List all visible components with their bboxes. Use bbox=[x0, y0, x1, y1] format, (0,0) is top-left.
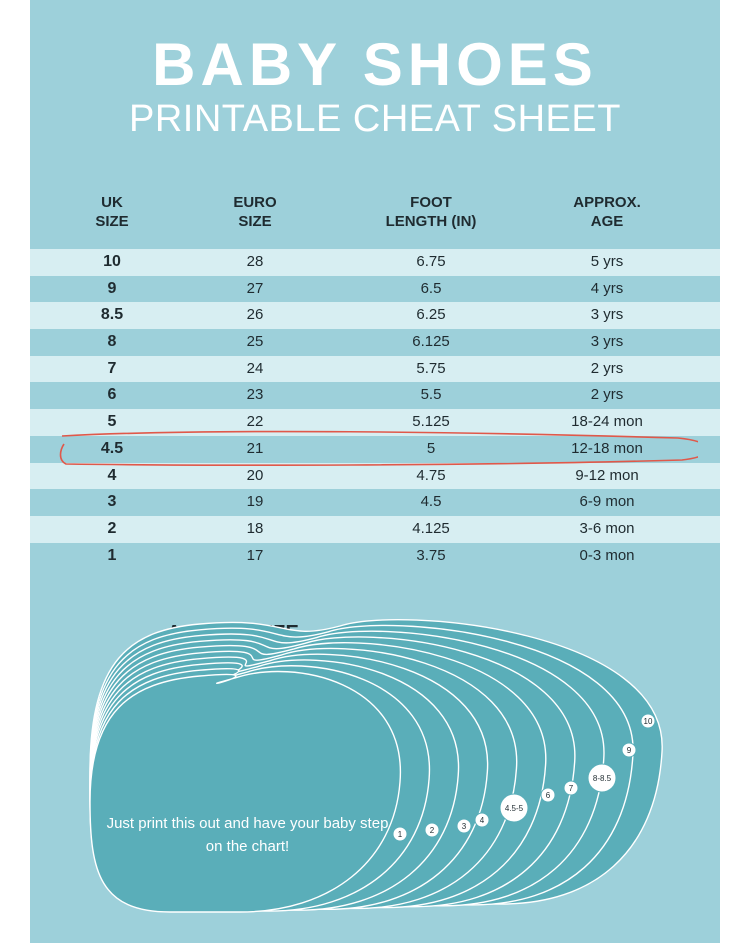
cell-euro: 26 bbox=[246, 306, 264, 324]
size-marker-label: 8-8.5 bbox=[592, 774, 612, 783]
cell-uk: 7 bbox=[107, 359, 117, 377]
size-marker-label: 10 bbox=[643, 717, 653, 726]
cell-length: 6.75 bbox=[416, 253, 446, 270]
size-marker-label: 2 bbox=[429, 826, 435, 835]
cell-age: 0-3 mon bbox=[579, 546, 635, 564]
cell-age: 9-12 mon bbox=[575, 466, 639, 484]
cell-euro: 21 bbox=[246, 439, 264, 457]
cell-uk: 4 bbox=[107, 466, 117, 484]
page-subtitle: PRINTABLE CHEAT SHEET bbox=[129, 98, 621, 140]
cell-uk: 3 bbox=[107, 493, 117, 511]
cell-age: 6-9 mon bbox=[579, 493, 635, 511]
cell-uk: 2 bbox=[107, 519, 117, 537]
cell-uk: 10 bbox=[103, 253, 121, 270]
cell-length: 5.75 bbox=[416, 359, 446, 377]
size-marker-label: 4 bbox=[479, 816, 485, 825]
cell-uk: 9 bbox=[107, 279, 117, 297]
cell-uk: 8 bbox=[107, 333, 117, 351]
cell-euro: 18 bbox=[246, 519, 264, 537]
foot-outline bbox=[90, 672, 400, 912]
cell-age: 3 yrs bbox=[590, 333, 624, 351]
table-row bbox=[30, 329, 720, 356]
table-row bbox=[30, 276, 720, 303]
cell-euro: 24 bbox=[246, 359, 264, 377]
cell-length: 5.5 bbox=[420, 386, 442, 404]
cell-age: 18-24 mon bbox=[571, 413, 643, 431]
cell-uk: 8.5 bbox=[100, 306, 124, 324]
cell-age: 2 yrs bbox=[590, 386, 624, 404]
cheat-sheet bbox=[30, 0, 720, 943]
table-row bbox=[30, 356, 720, 383]
cell-age: 2 yrs bbox=[590, 359, 624, 377]
cell-length: 4.75 bbox=[416, 466, 446, 484]
cell-uk: 5 bbox=[107, 413, 117, 431]
cell-euro: 25 bbox=[246, 333, 264, 351]
size-marker-label: 4.5-5 bbox=[504, 804, 524, 813]
cell-euro: 22 bbox=[246, 413, 264, 431]
cell-age: 5 yrs bbox=[590, 253, 624, 270]
cell-length: 6.25 bbox=[416, 306, 446, 324]
table-row bbox=[30, 382, 720, 409]
cell-length: 3.75 bbox=[416, 546, 446, 564]
cell-length: 4.5 bbox=[420, 493, 442, 511]
cell-length: 6.5 bbox=[420, 279, 442, 297]
hand-drawn-highlight bbox=[58, 430, 698, 475]
cell-uk: 4.5 bbox=[100, 439, 124, 457]
cell-length: 4.125 bbox=[412, 519, 450, 537]
table-row bbox=[30, 489, 720, 516]
cell-age: 3 yrs bbox=[590, 306, 624, 324]
header-uk-size: UK SIZE bbox=[95, 194, 129, 230]
cell-euro: 27 bbox=[246, 279, 264, 297]
table-row bbox=[30, 516, 720, 543]
cell-length: 5 bbox=[426, 439, 436, 457]
size-marker-label: 6 bbox=[545, 791, 551, 800]
size-marker-label: 3 bbox=[461, 822, 467, 831]
cell-euro: 17 bbox=[246, 546, 264, 564]
cell-euro: 19 bbox=[246, 493, 264, 511]
cell-uk: 1 bbox=[107, 546, 117, 564]
page-title: BABY SHOES bbox=[152, 31, 598, 98]
cell-euro: 23 bbox=[246, 386, 264, 404]
cell-age: 12-18 mon bbox=[571, 439, 643, 457]
cell-uk: 6 bbox=[107, 386, 117, 404]
cell-length: 5.125 bbox=[412, 413, 450, 431]
cell-age: 3-6 mon bbox=[579, 519, 635, 537]
instruction-text: Just print this out and have your baby step on the chart! bbox=[106, 815, 389, 855]
table-row bbox=[30, 249, 720, 276]
cell-length: 6.125 bbox=[412, 333, 450, 351]
size-marker-label: 7 bbox=[568, 784, 574, 793]
size-marker-label: 9 bbox=[626, 746, 632, 755]
header-approx-age: APPROX. AGE bbox=[573, 194, 641, 230]
header-euro-size: EURO SIZE bbox=[233, 194, 277, 230]
size-marker-label: 1 bbox=[397, 830, 403, 839]
cell-euro: 28 bbox=[246, 253, 264, 270]
table-row bbox=[30, 302, 720, 329]
table-row bbox=[30, 543, 720, 570]
size-table bbox=[30, 249, 720, 569]
cell-age: 4 yrs bbox=[590, 279, 624, 297]
cell-euro: 20 bbox=[246, 466, 264, 484]
foot-size-chart bbox=[30, 600, 720, 943]
header-foot-length: FOOT LENGTH (IN) bbox=[385, 194, 477, 230]
